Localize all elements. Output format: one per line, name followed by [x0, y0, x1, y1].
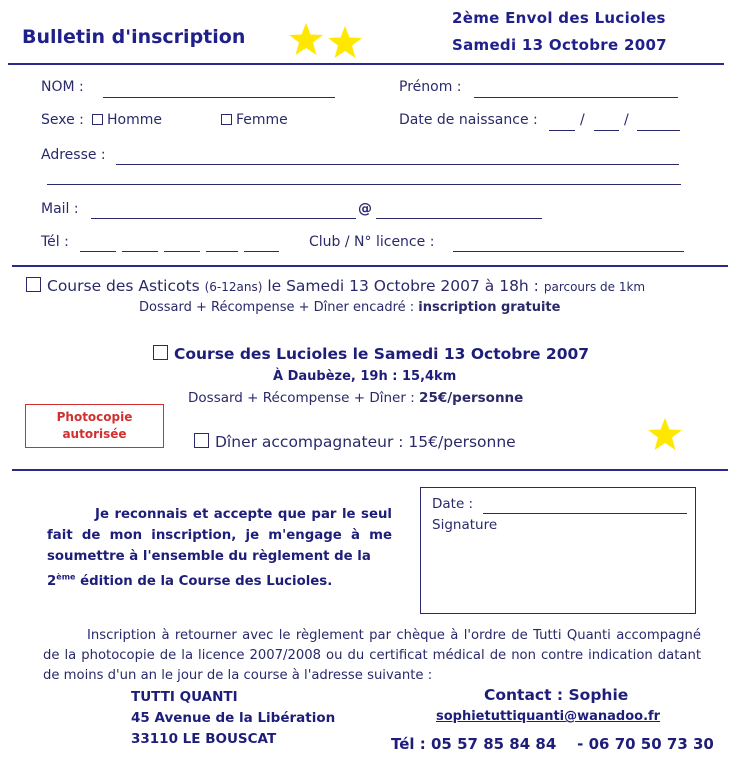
lucioles-detail: Dossard + Récompense + Dîner :	[188, 390, 415, 406]
event-date: Samedi 13 Octobre 2007	[452, 36, 667, 54]
adresse-field[interactable]	[116, 164, 679, 165]
nom-field[interactable]	[103, 97, 335, 98]
photocopy-stamp	[25, 404, 164, 448]
form-title: Bulletin d'inscription	[22, 26, 246, 48]
tel-field-3[interactable]	[164, 251, 200, 252]
adresse-field-line2[interactable]	[47, 184, 681, 185]
signature-box[interactable]	[420, 487, 696, 614]
address-street: 45 Avenue de la Libération	[131, 710, 336, 726]
lucioles-price: 25€/personne	[419, 390, 524, 406]
homme-label: Homme	[107, 112, 162, 128]
homme-option[interactable]	[92, 112, 162, 128]
tel-label: Tél :	[41, 234, 69, 250]
tel-field-5[interactable]	[244, 251, 279, 252]
diner-line	[194, 433, 516, 451]
contact-phone: Tél : 05 57 85 84 84 - 06 70 50 73 30	[391, 735, 714, 753]
stars-decoration	[287, 21, 365, 61]
instructions: Inscription à retourner avec le règlement par chèque à l'ordre de Tutti Quanti accompagné de la photocopie de la licence 2007/2008 ou du certificat médical de non contre indication datant de moins d'un an le jour de la course à l'adresse suivante :	[43, 628, 701, 683]
signature-label: Signature	[432, 517, 498, 533]
mail-label: Mail :	[41, 201, 79, 217]
sexe-label: Sexe :	[41, 112, 84, 128]
birth-year-field[interactable]	[637, 130, 680, 131]
address-city: 33110 LE BOUSCAT	[131, 731, 277, 747]
divider	[8, 63, 724, 65]
declaration	[47, 504, 392, 592]
mail-user-field[interactable]	[91, 218, 356, 219]
star-icon	[328, 26, 362, 58]
star-icon	[289, 23, 323, 55]
birth-month-field[interactable]	[594, 130, 619, 131]
birth-label: Date de naissance :	[399, 112, 538, 128]
asticots-detail: Dossard + Récompense + Dîner encadré :	[139, 300, 415, 315]
birth-day-field[interactable]	[549, 130, 575, 131]
lucioles-checkbox[interactable]	[153, 345, 168, 360]
lucioles-detail-line	[188, 390, 523, 406]
contact-email[interactable]: sophietuttiquanti@wanadoo.fr	[436, 709, 661, 724]
date-slash: /	[624, 112, 629, 128]
tel-field-1[interactable]	[80, 251, 116, 252]
diner-label: Dîner accompagnateur :	[215, 433, 404, 451]
nom-label: NOM :	[41, 79, 84, 95]
declaration-edition: 2ème édition de la Course des Lucioles.	[47, 573, 333, 590]
club-field[interactable]	[453, 251, 684, 252]
address-name: TUTTI QUANTI	[131, 689, 238, 705]
femme-label: Femme	[236, 112, 288, 128]
declaration-text: Je reconnais et accepte que par le seul fait de mon inscription, je m'engage à me soumettre à l'ensemble du règlement de la	[47, 507, 392, 564]
asticots-checkbox[interactable]	[26, 277, 41, 292]
contact-label: Contact : Sophie	[484, 686, 629, 704]
asticots-line	[26, 277, 645, 295]
lucioles-name: Course des Lucioles le Samedi 13 Octobre 2007	[174, 345, 590, 363]
homme-checkbox[interactable]	[92, 114, 103, 125]
tel-field-2[interactable]	[122, 251, 158, 252]
date-slash: /	[580, 112, 585, 128]
club-label: Club / N° licence :	[309, 234, 435, 250]
date-label: Date :	[432, 496, 474, 512]
femme-option[interactable]	[221, 112, 288, 128]
lucioles-line	[153, 345, 589, 363]
prenom-label: Prénom :	[399, 79, 462, 95]
stamp-line-1: Photocopie	[56, 410, 133, 424]
asticots-date: le Samedi 13 Octobre 2007 à 18h :	[267, 277, 539, 295]
femme-checkbox[interactable]	[221, 114, 232, 125]
asticots-name: Course des Asticots	[47, 277, 200, 295]
at-sign: @	[358, 201, 372, 217]
event-name: 2ème Envol des Lucioles	[452, 9, 666, 27]
asticots-price: inscription gratuite	[418, 300, 561, 315]
tel-field-4[interactable]	[206, 251, 238, 252]
adresse-label: Adresse :	[41, 147, 106, 163]
divider	[12, 469, 728, 471]
diner-price: 15€/personne	[408, 433, 516, 451]
divider	[12, 265, 728, 267]
prenom-field[interactable]	[474, 97, 678, 98]
mail-domain-field[interactable]	[376, 218, 542, 219]
stamp-line-2: autorisée	[62, 427, 127, 441]
asticots-age: (6-12ans)	[204, 280, 263, 294]
lucioles-place: À Daubèze, 19h : 15,4km	[273, 369, 457, 384]
asticots-detail-line	[139, 300, 560, 315]
star-icon	[646, 417, 684, 453]
date-field[interactable]	[483, 513, 687, 514]
asticots-distance: parcours de 1km	[543, 280, 646, 294]
diner-checkbox[interactable]	[194, 433, 209, 448]
